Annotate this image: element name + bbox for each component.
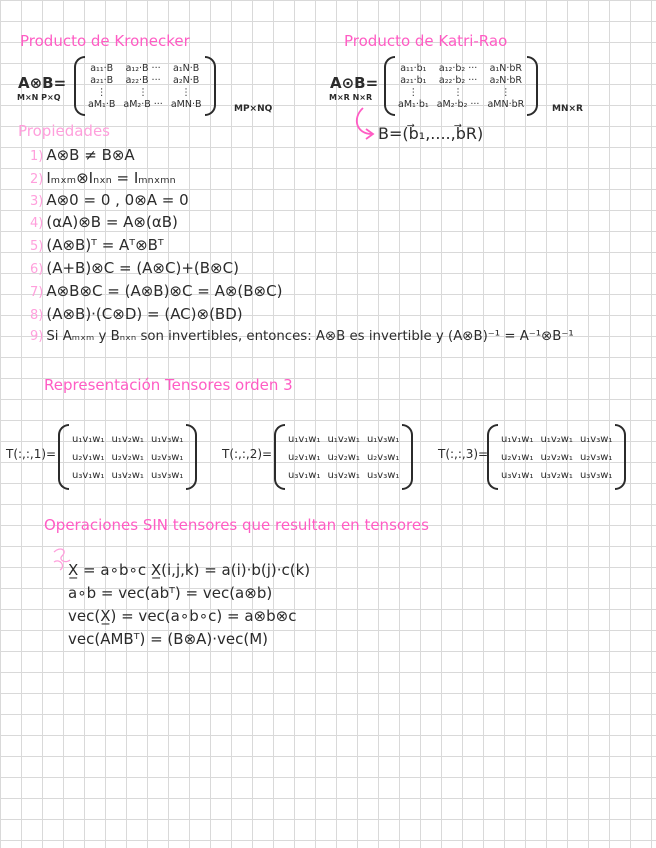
tensor-cell: u₁v₃w₁ bbox=[366, 433, 400, 445]
tensor-cell: u₃v₂w₁ bbox=[111, 469, 144, 481]
matrix-cell: a₁₂·B ··· bbox=[125, 62, 161, 74]
tensor-cell: u₂v₂w₁ bbox=[540, 451, 573, 463]
khatri-rao-title: Producto de Katri-Rao bbox=[344, 32, 508, 50]
matrix-cell: ⋮ bbox=[138, 86, 148, 98]
property-text: (A+B)⊗C = (A⊗C)+(B⊗C) bbox=[46, 259, 239, 277]
property-text: (αA)⊗B = A⊗(αB) bbox=[46, 213, 178, 231]
kronecker-size: MP×NQ bbox=[234, 104, 273, 114]
property-text: (A⊗B)ᵀ = Aᵀ⊗Bᵀ bbox=[46, 236, 164, 254]
tensor-slice-label: T(:,:,3)= bbox=[438, 447, 489, 461]
operation-line: vec(X̲) = vec(a∘b∘c) = a⊗b⊗c bbox=[68, 607, 297, 625]
tensor-slice-matrix bbox=[487, 424, 626, 490]
matrix-cell: a₁N·bR bbox=[489, 62, 523, 74]
property-number: 9) bbox=[30, 329, 44, 344]
property-number: 5) bbox=[30, 239, 44, 254]
tensor-cell: u₂v₁w₁ bbox=[288, 451, 321, 463]
tensor-cell: u₁v₃w₁ bbox=[150, 433, 184, 445]
property-item bbox=[30, 329, 574, 344]
b-definition: B=(b⃗₁,....,b⃗R) bbox=[378, 124, 484, 143]
property-item bbox=[30, 169, 176, 187]
matrix-cell: a₂N·B bbox=[173, 74, 200, 86]
kronecker-dims: M×N P×Q bbox=[17, 93, 61, 102]
matrix-cell: aMN·B bbox=[170, 98, 202, 110]
property-number: 8) bbox=[30, 308, 44, 323]
properties-title: Propiedades bbox=[18, 122, 110, 140]
tensor-cell: u₁v₂w₁ bbox=[327, 433, 360, 445]
matrix-cell: aM₁·b₁ bbox=[398, 98, 429, 110]
tensor-cell: u₃v₃w₁ bbox=[579, 469, 613, 481]
property-item bbox=[30, 282, 282, 300]
khatri-rao-size: MN×R bbox=[552, 104, 583, 114]
tensor-cell: u₂v₂w₁ bbox=[327, 451, 360, 463]
matrix-cell: a₁₁·B bbox=[90, 62, 114, 74]
tensor-cell: u₂v₁w₁ bbox=[72, 451, 105, 463]
property-text: A⊗B⊗C = (A⊗B)⊗C = A⊗(B⊗C) bbox=[46, 282, 283, 300]
tensor-slice-label: T(:,:,2)= bbox=[222, 447, 273, 461]
matrix-cell: ⋮ bbox=[453, 86, 463, 98]
property-number: 7) bbox=[30, 285, 44, 300]
tensor-cell: u₁v₂w₁ bbox=[540, 433, 573, 445]
tensor-cell: u₂v₁w₁ bbox=[501, 451, 534, 463]
property-number: 3) bbox=[30, 194, 44, 209]
operations-title: Operaciones SIN tensores que resultan en tensores bbox=[44, 516, 429, 534]
matrix-cell: ⋮ bbox=[501, 86, 511, 98]
property-item bbox=[30, 259, 239, 277]
tensor-cell: u₃v₂w₁ bbox=[540, 469, 573, 481]
tensor-cell: u₁v₃w₁ bbox=[579, 433, 613, 445]
tensor-cell: u₃v₁w₁ bbox=[288, 469, 321, 481]
matrix-cell: a₁N·B bbox=[173, 62, 200, 74]
tensor-cell: u₃v₃w₁ bbox=[150, 469, 184, 481]
tensor-cell: u₁v₁w₁ bbox=[72, 433, 105, 445]
property-text: Si Aₘₓₘ y Bₙₓₙ son invertibles, entonces: A⊗B es invertible y (A⊗B)⁻¹ = A⁻¹⊗B⁻¹ bbox=[46, 329, 574, 344]
khatri-rao-matrix bbox=[384, 56, 538, 116]
tensor-cell: u₂v₃w₁ bbox=[579, 451, 613, 463]
matrix-cell: a₁₂·b₂ ··· bbox=[438, 62, 478, 74]
property-number: 1) bbox=[30, 149, 44, 164]
matrix-cell: a₁₁·b₁ bbox=[400, 62, 427, 74]
matrix-cell: a₂N·bR bbox=[489, 74, 523, 86]
tensor-cell: u₃v₂w₁ bbox=[327, 469, 360, 481]
matrix-cell: a₂₂·B ··· bbox=[125, 74, 161, 86]
tensor-cell: u₂v₃w₁ bbox=[366, 451, 400, 463]
matrix-cell: a₂₁·b₁ bbox=[400, 74, 427, 86]
matrix-cell: aM₂·B ··· bbox=[123, 98, 163, 110]
kronecker-lhs: A⊗B= bbox=[18, 74, 67, 92]
property-item bbox=[30, 305, 243, 323]
khatri-rao-lhs: A⊙B= bbox=[330, 74, 379, 92]
matrix-cell: aMN·bR bbox=[487, 98, 525, 110]
tensors-title: Representación Tensores orden 3 bbox=[44, 376, 293, 394]
tensor-slice-matrix bbox=[274, 424, 413, 490]
matrix-cell: a₂₁·B bbox=[90, 74, 114, 86]
property-number: 6) bbox=[30, 262, 44, 277]
property-text: A⊗B ≠ B⊗A bbox=[46, 146, 135, 164]
property-item bbox=[30, 236, 164, 254]
operation-line: X̲ = a∘b∘c X̲(i,j,k) = a(i)·b(j)·c(k) bbox=[68, 561, 311, 579]
tensor-cell: u₂v₃w₁ bbox=[150, 451, 184, 463]
property-text: (A⊗B)·(C⊗D) = (AC)⊗(BD) bbox=[46, 305, 243, 323]
tensor-cell: u₂v₂w₁ bbox=[111, 451, 144, 463]
property-number: 4) bbox=[30, 216, 44, 231]
tensor-cell: u₁v₁w₁ bbox=[501, 433, 534, 445]
property-item bbox=[30, 146, 135, 164]
tensor-cell: u₃v₁w₁ bbox=[72, 469, 105, 481]
tensor-cell: u₁v₁w₁ bbox=[288, 433, 321, 445]
tensor-cell: u₃v₃w₁ bbox=[366, 469, 400, 481]
matrix-cell: a₂₂·b₂ ··· bbox=[438, 74, 478, 86]
matrix-cell: ⋮ bbox=[408, 86, 419, 98]
kronecker-title: Producto de Kronecker bbox=[20, 32, 190, 50]
tensor-cell: u₃v₁w₁ bbox=[501, 469, 534, 481]
tensor-slice-label: T(:,:,1)= bbox=[6, 447, 57, 461]
operation-line: vec(AMBᵀ) = (B⊗A)·vec(M) bbox=[68, 630, 269, 648]
operation-line: a∘b = vec(abᵀ) = vec(a⊗b) bbox=[68, 584, 273, 602]
khatri-rao-dims: M×R N×R bbox=[329, 93, 373, 102]
property-number: 2) bbox=[30, 172, 44, 187]
matrix-cell: ⋮ bbox=[181, 86, 191, 98]
property-item bbox=[30, 213, 178, 231]
tensor-slice-matrix bbox=[58, 424, 197, 490]
property-text: Iₘₓₘ⊗Iₙₓₙ = Iₘₙₓₘₙ bbox=[46, 169, 176, 187]
matrix-cell: aM₂·b₂ ··· bbox=[436, 98, 480, 110]
matrix-cell: ⋮ bbox=[96, 86, 107, 98]
tensor-cell: u₁v₂w₁ bbox=[111, 433, 144, 445]
kronecker-matrix bbox=[74, 56, 216, 116]
property-text: A⊗0 = 0 , 0⊗A = 0 bbox=[46, 191, 189, 209]
property-item bbox=[30, 191, 189, 209]
matrix-cell: aM₁·B bbox=[88, 98, 116, 110]
